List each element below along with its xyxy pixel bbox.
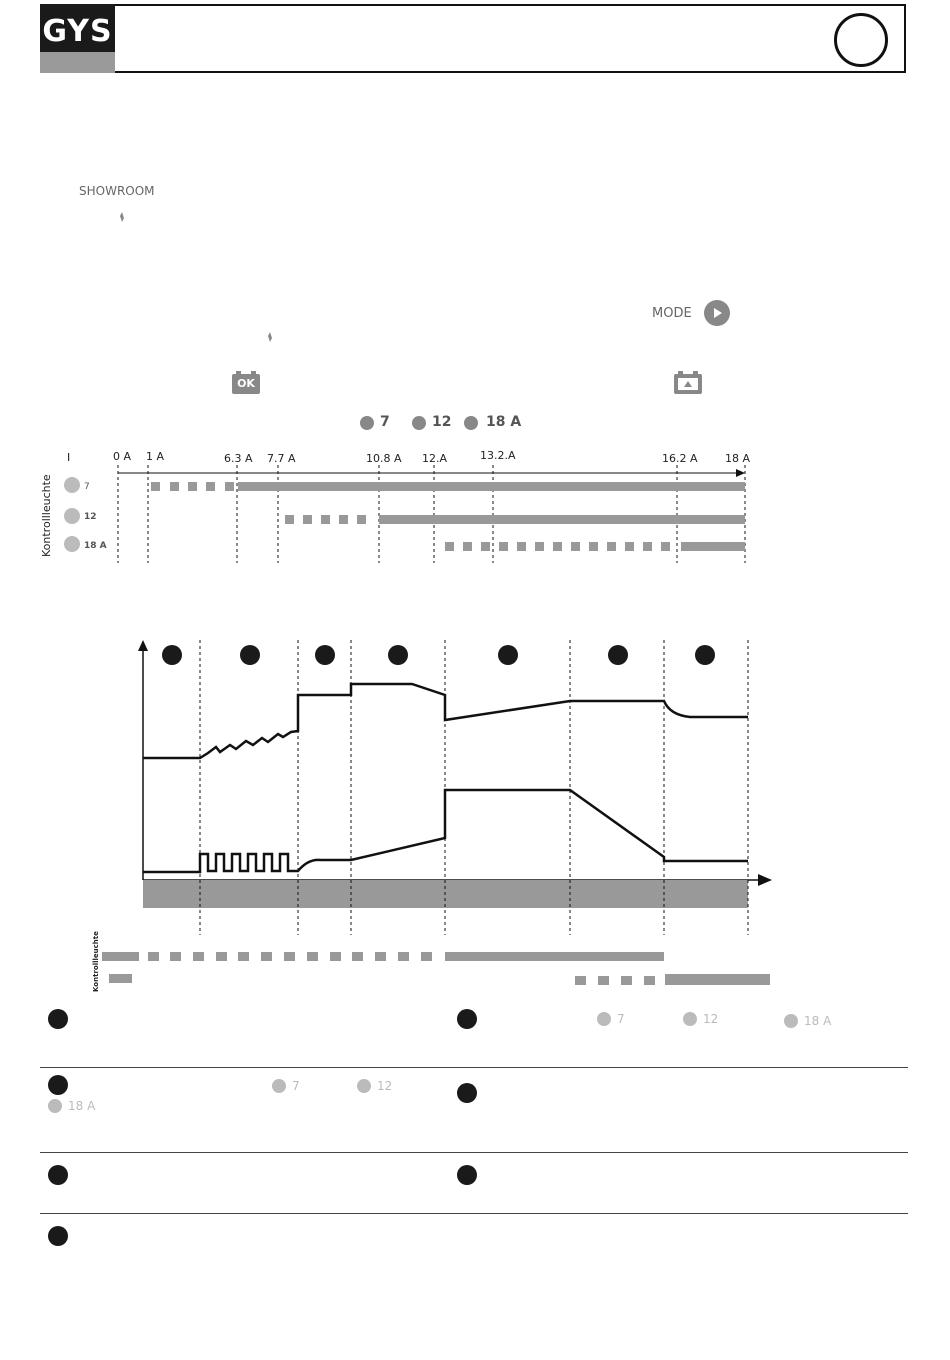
- current-vertical-label: Kontrollleuchte: [40, 474, 53, 557]
- battery-warning-icon: [674, 374, 702, 394]
- step2-dot-7: [597, 1012, 611, 1026]
- tick-10-8A: 10.8 A: [366, 452, 402, 465]
- step3-dot-18: [48, 1099, 62, 1113]
- separator-2: [40, 1152, 908, 1153]
- legend-dot-12: [412, 416, 426, 430]
- language-circle: [834, 13, 888, 67]
- curve-vertical-label: Kontrollleuchte: [92, 931, 100, 992]
- row-label-18: 18 A: [84, 541, 107, 551]
- mode-label: MODE: [652, 306, 692, 321]
- step-bullet-5: [48, 1165, 68, 1185]
- step3-label-7: 7: [292, 1079, 300, 1093]
- row-label-12: 12: [84, 512, 97, 522]
- step-bullet-2: [457, 1009, 477, 1029]
- header-frame: [40, 4, 906, 73]
- step-bullet-6: [457, 1165, 477, 1185]
- battery-ok-label: OK: [237, 377, 255, 390]
- lightning-icon: [108, 200, 136, 234]
- battery-ok-icon: [232, 374, 260, 394]
- tick-13-2A: 13.2.A: [480, 449, 516, 462]
- current-threshold-chart: [40, 445, 760, 570]
- charging-curve-chart: [90, 635, 790, 995]
- tick-0A: 0 A: [113, 450, 132, 463]
- legend-label-7: 7: [380, 414, 390, 430]
- tick-18A: 18 A: [725, 452, 751, 465]
- tick-7-7A: 7.7 A: [267, 452, 296, 465]
- legend-label-12: 12: [432, 414, 452, 430]
- tick-6-3A: 6.3 A: [224, 452, 253, 465]
- separator-1: [40, 1067, 908, 1068]
- step-bullet-4: [457, 1083, 477, 1103]
- step2-label-7: 7: [617, 1012, 625, 1026]
- step-bullet-3: [48, 1075, 68, 1095]
- step2-label-12: 12: [703, 1012, 719, 1026]
- step3-dot-12: [357, 1079, 371, 1093]
- mode-play-icon: [704, 300, 730, 326]
- step2-dot-12: [683, 1012, 697, 1026]
- showroom-label: SHOWROOM: [79, 184, 155, 198]
- logo-stripe: [40, 52, 115, 73]
- step3-dot-7: [272, 1079, 286, 1093]
- legend-label-18: 18 A: [486, 414, 522, 430]
- step2-label-18: 18 A: [804, 1014, 832, 1028]
- row-label-7: 7: [84, 482, 90, 492]
- logo-text: GYS: [42, 14, 113, 49]
- legend-dot-7: [360, 416, 374, 430]
- step-bullet-7: [48, 1226, 68, 1246]
- tick-12A: 12.A: [422, 452, 448, 465]
- separator-3: [40, 1213, 908, 1214]
- tick-1A: 1 A: [146, 450, 165, 463]
- lightning-icon-2: [256, 320, 284, 354]
- current-axis-symbol: I: [67, 451, 71, 464]
- step-bullet-1: [48, 1009, 68, 1029]
- legend-dot-18: [464, 416, 478, 430]
- tick-16-2A: 16.2 A: [662, 452, 698, 465]
- step3-label-18: 18 A: [68, 1099, 96, 1113]
- step2-dot-18: [784, 1014, 798, 1028]
- step3-label-12: 12: [377, 1079, 393, 1093]
